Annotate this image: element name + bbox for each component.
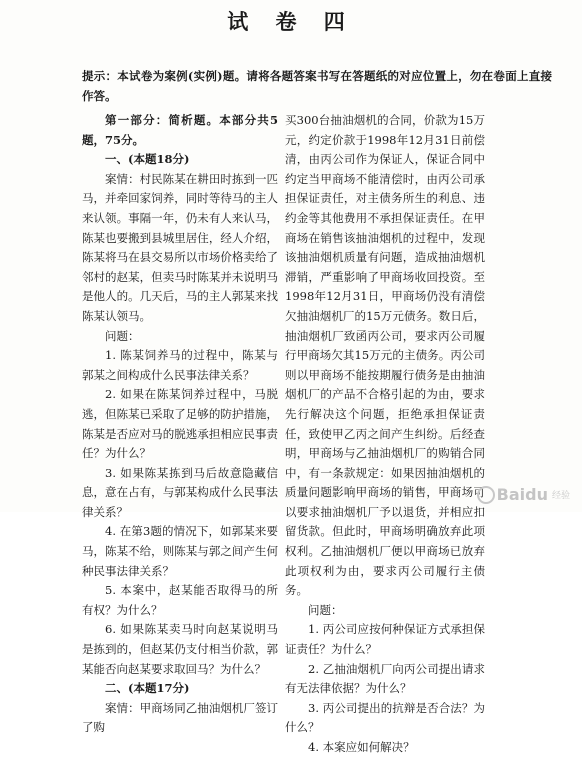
watermark-sub: 经验	[551, 491, 570, 501]
paragraph: 5. 本案中，赵某能否取得马的所有权？为什么？	[82, 583, 278, 617]
exam-title: 试 卷 四	[227, 9, 355, 34]
paragraph: 案情：甲商场同乙抽油烟机厂签订了购	[82, 700, 278, 735]
exam-notice: 提示：本试卷为案例(实例)题。请将各题答案书写在答题纸的对应位置上，勿在卷面上直接作答。	[82, 69, 552, 103]
paragraph: 问题：	[308, 602, 343, 617]
paragraph: 案情：村民陈某在耕田时拣到一匹马，并牵回家饲养，同时等待马的主人来认领。事隔一年，仍未有人来认马，陈某也要搬到县城里居住，经人介绍，陈某将马在县交易所以市场价格卖给了邻村的赵某，但卖马时陈某并未说明马是他人的。几天后，马的主人郭某来找陈某认领马。	[82, 171, 278, 323]
paragraph: 二、(本题17分)	[105, 681, 190, 696]
paragraph: 1. 陈某饲养马的过程中，陈某与郭某之间构成什么民事法律关系？	[82, 348, 278, 382]
paragraph: 2. 乙抽油烟机厂向丙公司提出请求有无法律依据？为什么？	[285, 661, 485, 696]
paragraph: 第一部分：简析题。本部分共5题，75分。	[82, 113, 278, 147]
baidu-watermark	[477, 485, 570, 504]
paragraph: 4. 在第3题的情况下，如郭某来要马，陈某不给，则陈某与郭之间产生何种民事法律关系？	[82, 524, 278, 578]
paragraph: 6. 如果陈某卖马时向赵某说明马是拣到的，但赵某仍支付相当价款，郭某能否向赵某要求取回马？为什么？	[82, 622, 278, 676]
paragraph: 1. 丙公司应按何种保证方式承担保证责任？为什么？	[285, 622, 485, 657]
paragraph: 问题：	[105, 328, 140, 343]
paragraph: 4. 本案应如何解决？	[308, 740, 415, 754]
right-column	[285, 111, 485, 758]
paragraph: 2. 如果在陈某饲养过程中，马脱逃，但陈某已采取了足够的防护措施，陈某是否应对马的脱逃承担相应民事责任？为什么？	[82, 387, 278, 461]
watermark-brand: Baidu	[496, 485, 548, 504]
left-column	[82, 111, 278, 738]
baidu-paw-icon	[477, 486, 495, 504]
paragraph: 一、(本题18分)	[105, 152, 190, 167]
paragraph: 3. 丙公司提出的抗辩是否合法？为什么？	[285, 700, 485, 735]
paragraph: 买300台抽油烟机的合同，价款为15万元，约定价款于1998年12月31日前偿清，由丙公司作为保证人，保证合同中约定当甲商场不能清偿时，由丙公司承担保证责任，对主债务所生的利息、违约金等其他费用不承担保证责任。在甲商场在销售该抽油烟机的过程中，发现该抽油烟机质量有问题，造成抽油烟机滞销，严重影响了甲商场收回投资。至1998年12月31日，甲商场仍没有清偿欠抽油烟机厂的15万元债务。数日后，抽油烟机厂致函丙公司，要求丙公司履行甲商场欠其15万元的主债务。丙公司则以甲商场不能按期履行债务是由抽油烟机厂的产品不合格引起的为由，要求先行解决这个问题，拒绝承担保证责任，致使甲乙丙之间产生纠纷。后经查明，甲商场与乙抽油烟机厂的购销合同中，有一条款规定：如果因抽油烟机的质量问题影响甲商场的销售，甲商场可以要求抽油烟机厂予以退货，并相应扣留货款。但此时，甲商场明确放弃此项权利。乙抽油烟机厂便以甲商场已放弃此项权利为由，要求丙公司履行主债务。	[285, 113, 485, 598]
paragraph: 3. 如果陈某拣到马后故意隐藏信息，意在占有，与郭某构成什么民事法律关系？	[82, 465, 278, 519]
